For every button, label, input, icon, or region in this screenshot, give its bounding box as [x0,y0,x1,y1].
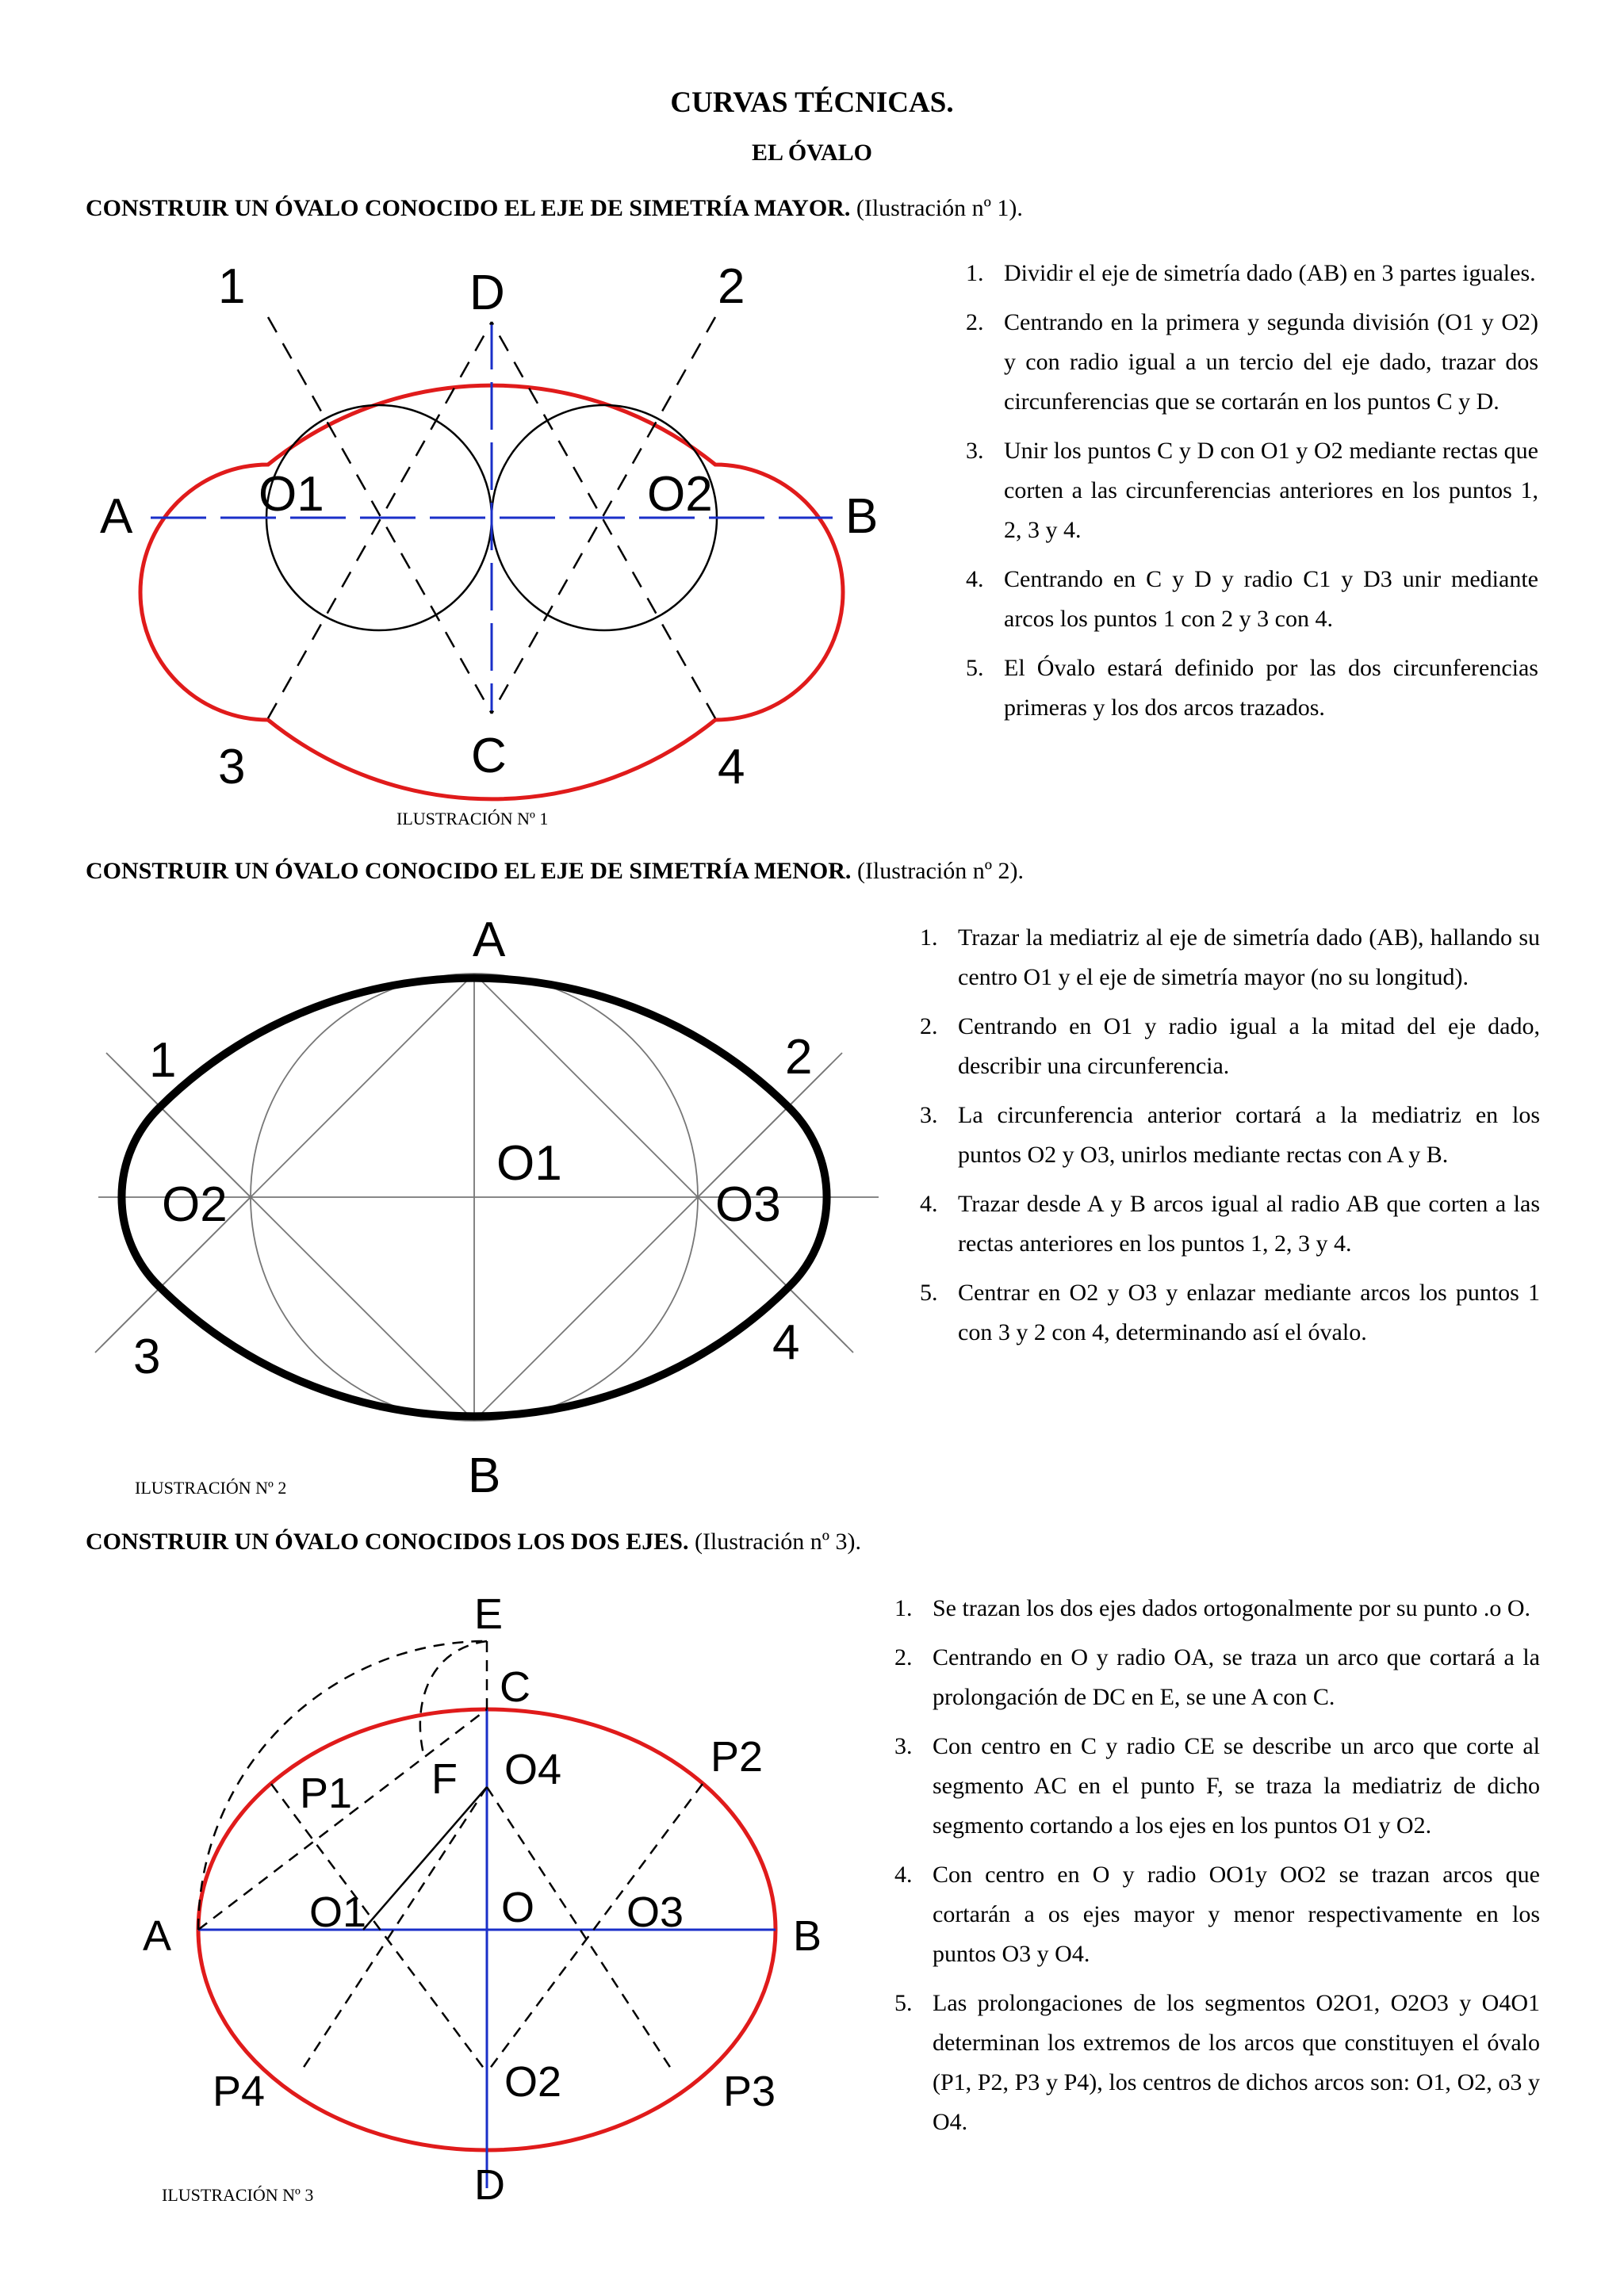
caption-1: ILUSTRACIÓN Nº 1 [396,809,549,828]
page-title: CURVAS TÉCNICAS. [670,86,954,119]
section-3-heading [86,1529,861,1556]
steps-1 [966,254,1538,737]
step-item: 2. Centrando en O1 y radio igual a la mitad del eje dado, describir una circunferencia. [920,1013,1540,1079]
label-o2: O2 [647,467,713,522]
label-o: O [501,1884,535,1931]
step-item: 3. Unir los puntos C y D con O1 y O2 mediante rectas que corten a las circunferencias anteriores en los puntos 1, 2, 3 y 4. [966,438,1538,543]
label-4: 4 [718,740,745,794]
label-3: 3 [133,1330,161,1384]
label-a: A [143,1912,172,1960]
label-c: C [500,1663,530,1711]
label-p3: P3 [723,2068,776,2115]
step-item: 2. Centrando en la primera y segunda división (O1 y O2) y con radio igual a un tercio del eje dado, trazar dos circunferencias que se cortarán en los puntos C y D. [966,309,1538,415]
label-o2: O2 [162,1177,228,1232]
illustration-3 [0,1578,904,2212]
label-e: E [474,1590,504,1638]
label-d: D [469,266,505,320]
section-2-heading [86,858,1024,885]
label-b: B [468,1448,501,1503]
step-item: 1. Trazar la mediatriz al eje de simetría dado (AB), hallando su centro O1 y el eje de simetría mayor (no su longitud). [920,924,1540,990]
illustration-2 [0,904,904,1522]
section-2-heading-ref: (Ilustración nº 2). [856,858,1025,884]
label-b: B [845,489,879,544]
step-item: 2. Centrando en O y radio OA, se traza un arco que cortará a la prolongación de DC en E, se une A con C. [894,1644,1540,1710]
label-o2: O2 [504,2058,562,2106]
label-p2: P2 [710,1733,764,1781]
label-f: F [431,1755,458,1803]
construction-lines-3 [198,1641,703,2072]
label-1: 1 [149,1033,177,1088]
step-item: 3. La circunferencia anterior cortará a la mediatriz en los puntos O2 y O3, unirlos mediante rectas con A y B. [920,1102,1540,1168]
steps-3 [894,1589,1540,2152]
caption-2: ILUSTRACIÓN Nº 2 [135,1478,287,1498]
label-o4: O4 [504,1746,562,1793]
step-item: 4. Con centro en O y radio OO1y OO2 se trazan arcos que cortarán a os ejes mayor y menor respectivamente en los puntos O3 y O4. [894,1862,1540,1967]
label-o1: O1 [309,1888,367,1936]
step-item: 4. Trazar desde A y B arcos igual al radio AB que corten a las rectas anteriores en los puntos 1, 2, 3 y 4. [920,1191,1540,1257]
step-item: 5. El Óvalo estará definido por las dos circunferencias primeras y los dos arcos trazados. [966,655,1538,721]
label-o3: O3 [626,1888,684,1936]
label-a: A [100,489,133,544]
section-3-heading-bold: CONSTRUIR UN ÓVALO CONOCIDOS LOS DOS EJES. [86,1529,689,1555]
label-a: A [473,913,506,967]
step-item: 4. Centrando en C y D y radio C1 y D3 unir mediante arcos los puntos 1 con 2 y 3 con 4. [966,566,1538,632]
label-2: 2 [785,1030,813,1085]
section-1-heading [86,195,1023,222]
label-o1: O1 [496,1136,562,1191]
label-o1: O1 [259,467,324,522]
step-item: 1. Dividir el eje de simetría dado (AB) en 3 partes iguales. [966,260,1536,286]
illustration-1 [0,238,904,856]
page-subtitle: EL ÓVALO [751,140,872,166]
caption-3: ILUSTRACIÓN Nº 3 [162,2185,314,2205]
step-item: 5. Centrar en O2 y O3 y enlazar mediante arcos los puntos 1 con 3 y 2 con 4, determinando así el óvalo. [920,1280,1540,1345]
section-1-heading-bold: CONSTRUIR UN ÓVALO CONOCIDO EL EJE DE SIMETRÍA MAYOR. [86,195,851,221]
label-p4: P4 [213,2068,266,2115]
label-1: 1 [218,259,246,314]
label-3: 3 [218,740,246,794]
section-2-heading-bold: CONSTRUIR UN ÓVALO CONOCIDO EL EJE DE SIMETRÍA MENOR. [86,858,852,884]
step-item: 5. Las prolongaciones de los segmentos O2O1, O2O3 y O4O1 determinan los extremos de los arcos que constituyen el óvalo (P1, P2, P3 y P4), los centros de dichos arcos son: O1, O2, o3 y O4. [894,1990,1540,2135]
label-4: 4 [772,1315,800,1370]
step-item: 1. Se trazan los dos ejes dados ortogonalmente por su punto .o O. [894,1595,1531,1621]
label-o3: O3 [715,1177,781,1232]
section-1-heading-ref: (Ilustración nº 1). [856,195,1023,221]
label-c: C [471,729,507,783]
steps-2 [920,918,1540,1362]
section-3-heading-ref: (Ilustración nº 3). [694,1529,862,1555]
label-p1: P1 [300,1770,353,1817]
step-item: 3. Con centro en C y radio CE se describe un arco que corte al segmento AC en el punto F, se traza la mediatriz de dicho segmento cortando a los ejes en los puntos O1 y O2. [894,1733,1540,1839]
label-b: B [793,1912,822,1960]
label-d: D [474,2161,505,2209]
label-2: 2 [718,259,745,314]
